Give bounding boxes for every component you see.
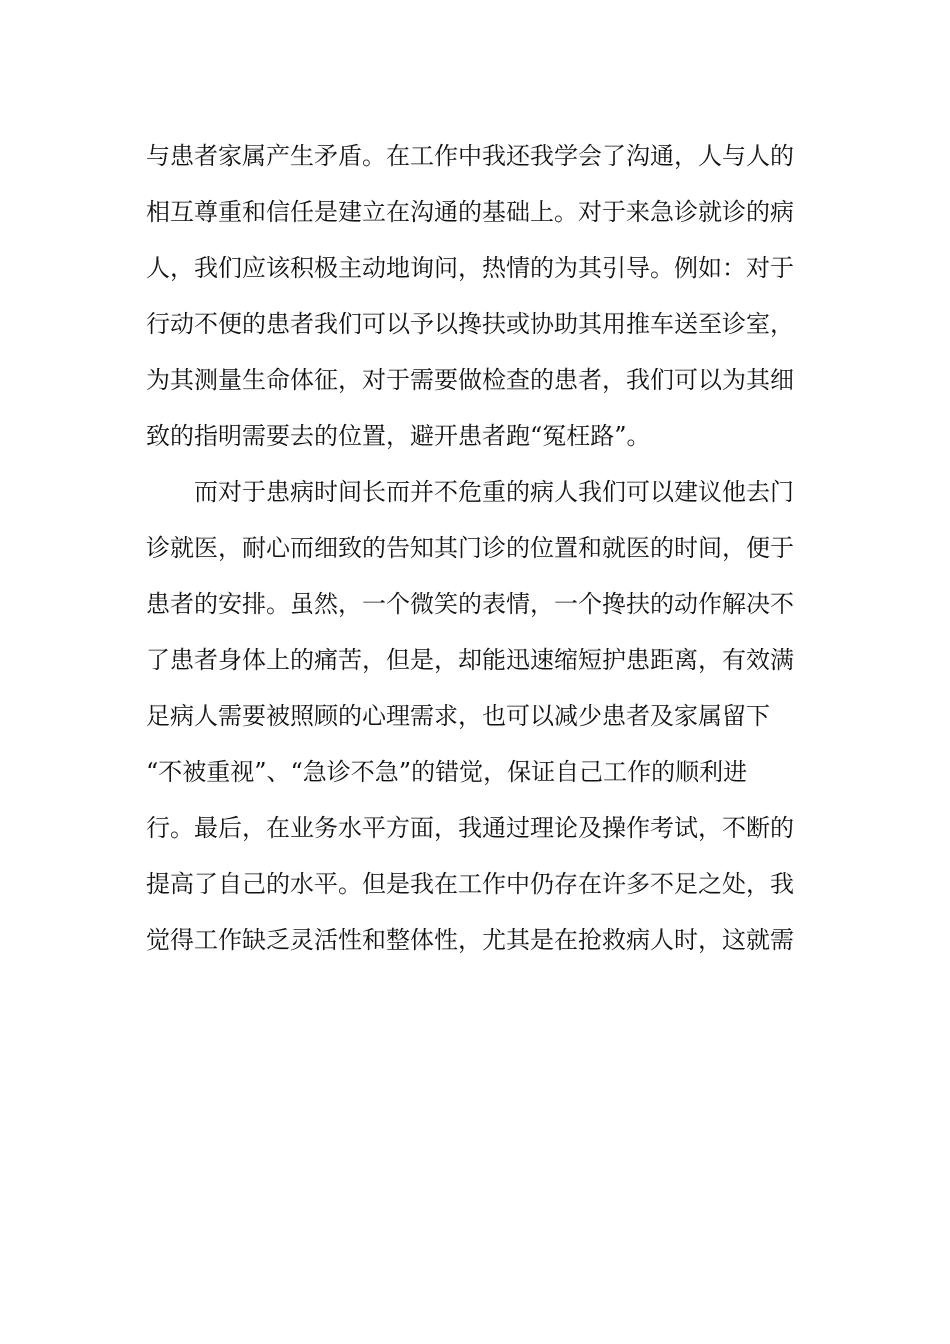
text-line: 了患者身体上的痛苦，但是，却能迅速缩短护患距离，有效满	[146, 646, 794, 674]
text-line: 人，我们应该积极主动地询问，热情的为其引导。例如：对于	[146, 254, 794, 282]
text-line: 觉得工作缺乏灵活性和整体性，尤其是在抢救病人时，这就需	[146, 926, 794, 954]
paragraph-start-line: 而对于患病时间长而并不危重的病人我们可以建议他去门	[194, 478, 794, 506]
text-line: 相互尊重和信任是建立在沟通的基础上。对于来急诊就诊的病	[146, 198, 794, 226]
text-line: 行。最后，在业务水平方面，我通过理论及操作考试，不断的	[146, 814, 794, 842]
text-line: 足病人需要被照顾的心理需求，也可以减少患者及家属留下	[146, 702, 770, 730]
text-line: “不被重视”、“急诊不急”的错觉，保证自己工作的顺利进	[146, 758, 748, 786]
text-line: 行动不便的患者我们可以予以搀扶或协助其用推车送至诊室，	[146, 310, 794, 338]
text-line: 为其测量生命体征，对于需要做检查的患者，我们可以为其细	[146, 366, 794, 394]
text-line: 诊就医，耐心而细致的告知其门诊的位置和就医的时间，便于	[146, 534, 794, 562]
body-text	[146, 128, 806, 968]
text-line: 提高了自己的水平。但是我在工作中仍存在许多不足之处，我	[146, 870, 794, 898]
text-line: 患者的安排。虽然，一个微笑的表情，一个搀扶的动作解决不	[146, 590, 794, 618]
text-line: 致的指明需要去的位置，避开患者跑“冤枉路”。	[146, 422, 651, 450]
text-line: 与患者家属产生矛盾。在工作中我还我学会了沟通，人与人的	[146, 142, 794, 170]
